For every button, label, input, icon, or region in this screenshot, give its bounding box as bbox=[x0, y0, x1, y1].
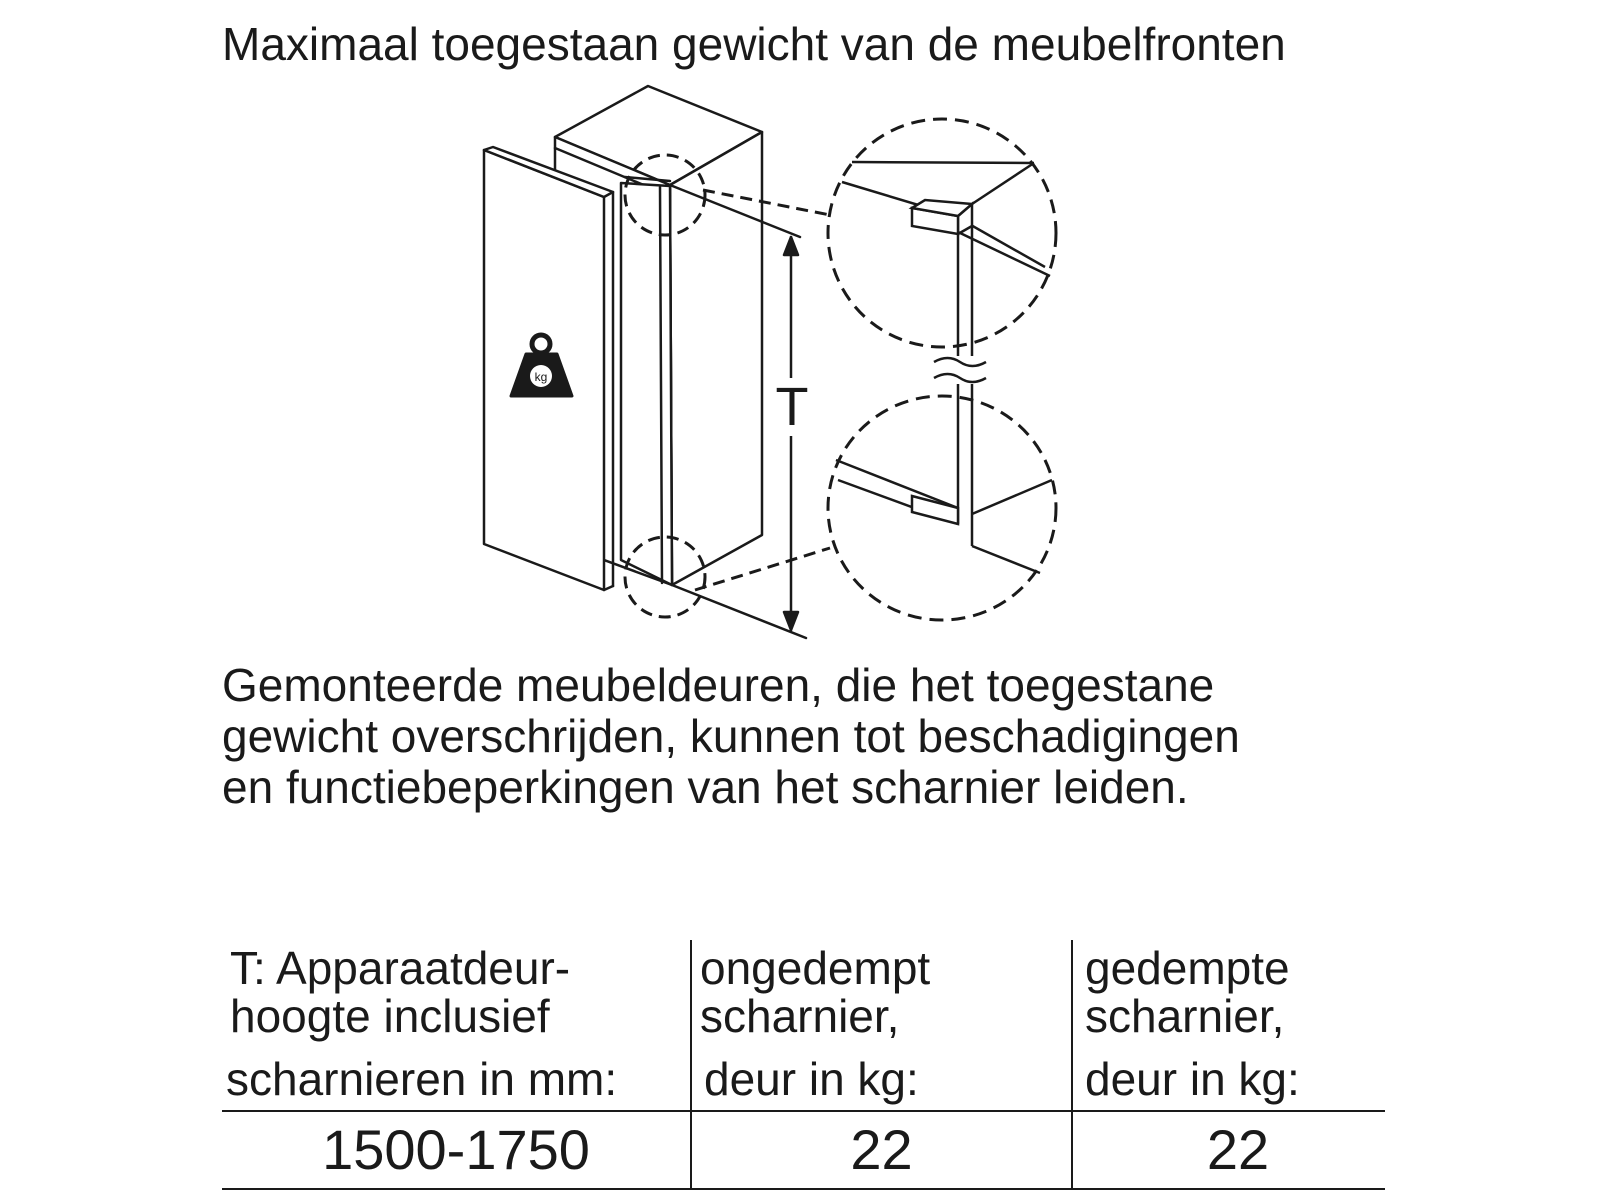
header-cell-undamped: ongedempt bbox=[700, 942, 931, 994]
bottom-hinge-detail-icon bbox=[828, 384, 1056, 620]
header-rule bbox=[222, 1110, 1385, 1112]
bottom-rule bbox=[222, 1188, 1385, 1190]
header-cell-damped: deur in kg: bbox=[1085, 1053, 1300, 1105]
warning-line: gewicht overschrijden, kunnen tot beschadigingen bbox=[222, 710, 1240, 762]
header-cell-height: hoogte inclusief bbox=[230, 990, 550, 1042]
header-cell-damped: scharnier, bbox=[1085, 990, 1285, 1042]
header-cell-undamped: scharnier, bbox=[700, 990, 900, 1042]
height-label: T bbox=[775, 377, 809, 437]
table-cell-damped-weight: 22 bbox=[1206, 1118, 1270, 1181]
header-cell-height: scharnieren in mm: bbox=[226, 1053, 618, 1105]
header-cell-height: T: Apparaatdeur- bbox=[230, 942, 571, 994]
table-cell-height-range: 1500-1750 bbox=[322, 1118, 590, 1181]
weight-icon-label: kg bbox=[534, 370, 548, 384]
table-cell-undamped-weight: 22 bbox=[850, 1118, 913, 1181]
header-cell-undamped: deur in kg: bbox=[704, 1053, 919, 1105]
top-hinge-detail-icon bbox=[828, 119, 1056, 360]
header-cell-damped: gedempte bbox=[1085, 942, 1290, 994]
warning-text bbox=[222, 660, 1240, 813]
warning-line: Gemonteerde meubeldeuren, die het toegestane bbox=[222, 659, 1215, 711]
warning-line: en functiebeperkingen van het scharnier leiden. bbox=[222, 761, 1189, 813]
page-title: Maximaal toegestaan gewicht van de meubelfronten bbox=[222, 18, 1286, 70]
break-mark bbox=[930, 356, 990, 384]
